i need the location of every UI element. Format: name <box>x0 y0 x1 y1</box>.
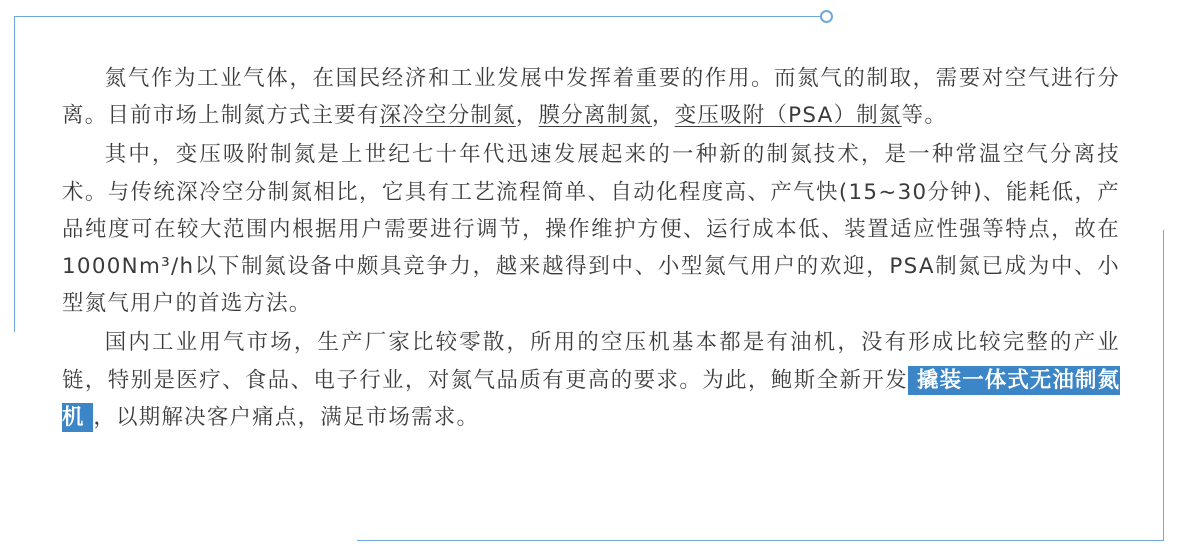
product-highlight[interactable]: 撬装一体式无油制氮机 <box>62 367 1120 430</box>
paragraph-market-product <box>62 324 1120 436</box>
frame-right-line <box>1163 230 1164 541</box>
article-body <box>62 60 1120 438</box>
frame-top-line <box>14 16 822 17</box>
paragraph2-text: 其中，变压吸附制氮是上世纪七十年代迅速发展起来的一种新的制氮技术，是一种常温空气分离技术。与传统深冷空分制氮相比，它具有工艺流程简单、自动化程度高、产气快(15~30分钟)、能耗低，产品纯度可在较大范围内根据用户需要进行调节，操作维护方便、运行成本低、装置适应性强等特点，故在1000Nm³/h以下制氮设备中颇具竞争力，越来越得到中、小型氮气用户的欢迎，PSA制氮已成为中、小型氮气用户的首选方法。 <box>62 142 1120 317</box>
paragraph3-text: 国内工业用气市场，生产厂家比较零散，所用的空压机基本都是有油机，没有形成比较完整的产业链，特别是医疗、食品、电子行业，对氮气品质有更高的要求。为此，鲍斯全新开发 <box>62 330 1120 393</box>
separator: ， <box>652 103 675 129</box>
paragraph1-ending: 等。 <box>901 103 948 129</box>
link-cryogenic-separation[interactable]: 深冷空分制氮 <box>379 103 516 129</box>
paragraph-nitrogen-intro <box>62 60 1120 134</box>
frame-left-line <box>14 16 15 332</box>
frame-bottom-line <box>357 540 1164 541</box>
paragraph3-ending: ，以期解决客户痛点，满足市场需求。 <box>93 404 480 430</box>
link-membrane-separation[interactable]: 膜分离制氮 <box>538 103 652 129</box>
link-psa-nitrogen[interactable]: 变压吸附（PSA）制氮 <box>674 103 902 129</box>
paragraph1-text: 氮气作为工业气体，在国民经济和工业发展中发挥着重要的作用。而氮气的制取，需要对空气进行分离。目前市场上制氮方式主要有 <box>62 66 1120 129</box>
separator: ， <box>515 103 539 129</box>
paragraph-psa-description <box>62 136 1120 322</box>
frame-circle-dot <box>820 10 833 23</box>
